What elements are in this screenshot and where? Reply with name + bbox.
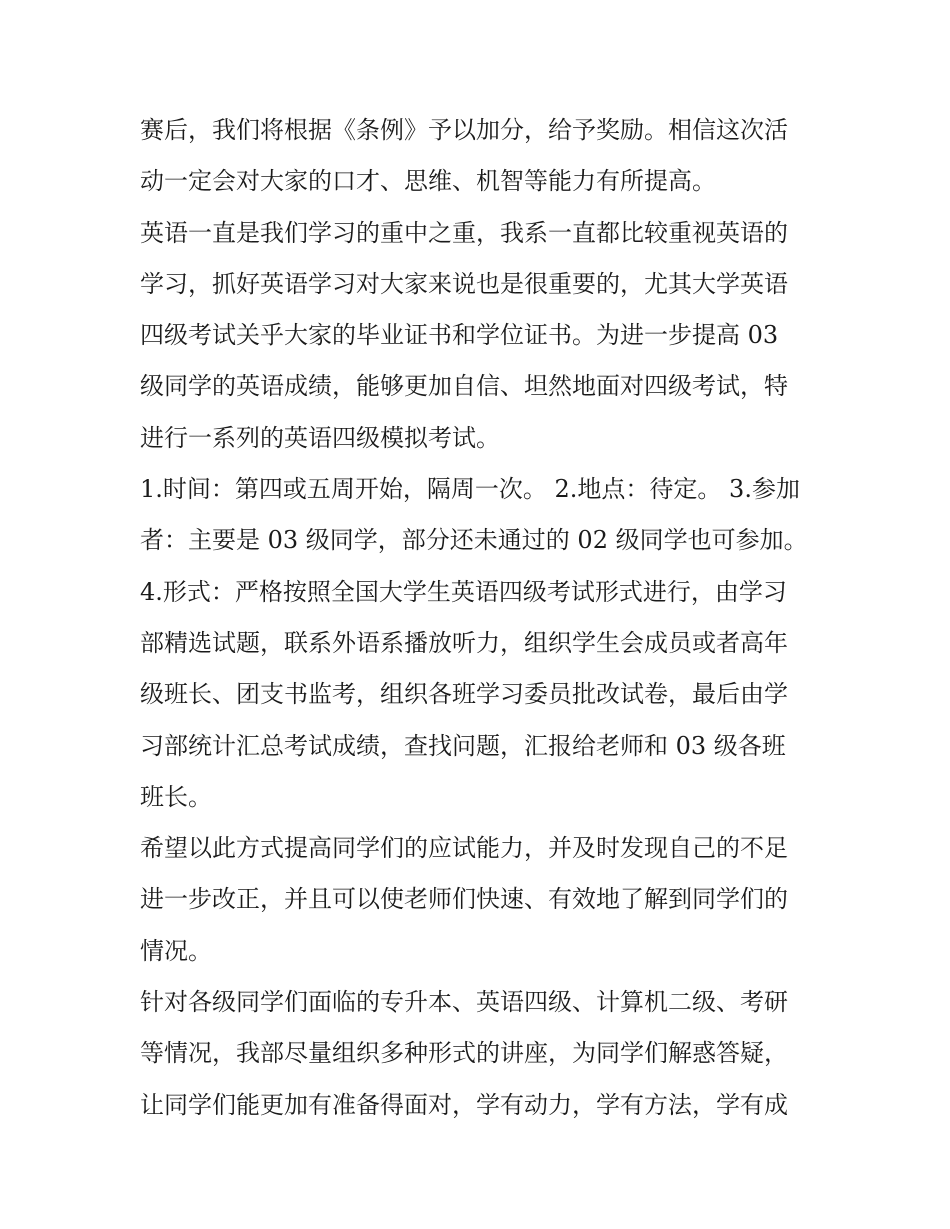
text-line: 班长。	[140, 782, 212, 811]
text-line: 情况。	[140, 936, 212, 965]
text-line: 针对各级同学们面临的专升本、英语四级、计算机二级、考研	[140, 988, 788, 1017]
text-line: 部精选试题，联系外语系播放听力，组织学生会成员或者高年	[140, 628, 788, 657]
text-line: 四级考试关乎大家的毕业证书和学位证书。为进一步提高 03	[140, 321, 779, 350]
text-line: 习部统计汇总考试成绩，查找问题，汇报给老师和 03 级各班	[140, 731, 786, 760]
document-body	[140, 105, 820, 1131]
text-line: 级班长、团支书监考，组织各班学习委员批改试卷，最后由学	[140, 680, 788, 709]
text-line: 1.时间：第四或五周开始，隔周一次。 2.地点：待定。 3.参加	[140, 475, 800, 504]
text-line: 等情况，我部尽量组织多种形式的讲座，为同学们解惑答疑，	[140, 1039, 788, 1068]
text-line: 者：主要是 03 级同学，部分还未通过的 02 级同学也可参加。	[140, 526, 808, 555]
text-line: 学习，抓好英语学习对大家来说也是很重要的，尤其大学英语	[140, 269, 788, 298]
text-line: 让同学们能更加有准备得面对，学有动力，学有方法，学有成	[140, 1090, 788, 1119]
text-line: 4.形式：严格按照全国大学生英语四级考试形式进行，由学习	[140, 577, 787, 606]
text-line: 赛后，我们将根据《条例》予以加分，给予奖励。相信这次活	[140, 116, 788, 144]
text-line: 动一定会对大家的口才、思维、机智等能力有所提高。	[140, 167, 716, 196]
text-line: 进行一系列的英语四级模拟考试。	[140, 423, 500, 452]
text-line: 希望以此方式提高同学们的应试能力，并及时发现自己的不足	[140, 834, 788, 863]
text-line: 进一步改正，并且可以使老师们快速、有效地了解到同学们的	[140, 885, 788, 914]
text-line: 级同学的英语成绩，能够更加自信、坦然地面对四级考试，特	[140, 372, 788, 401]
text-line: 英语一直是我们学习的重中之重，我系一直都比较重视英语的	[140, 218, 788, 247]
